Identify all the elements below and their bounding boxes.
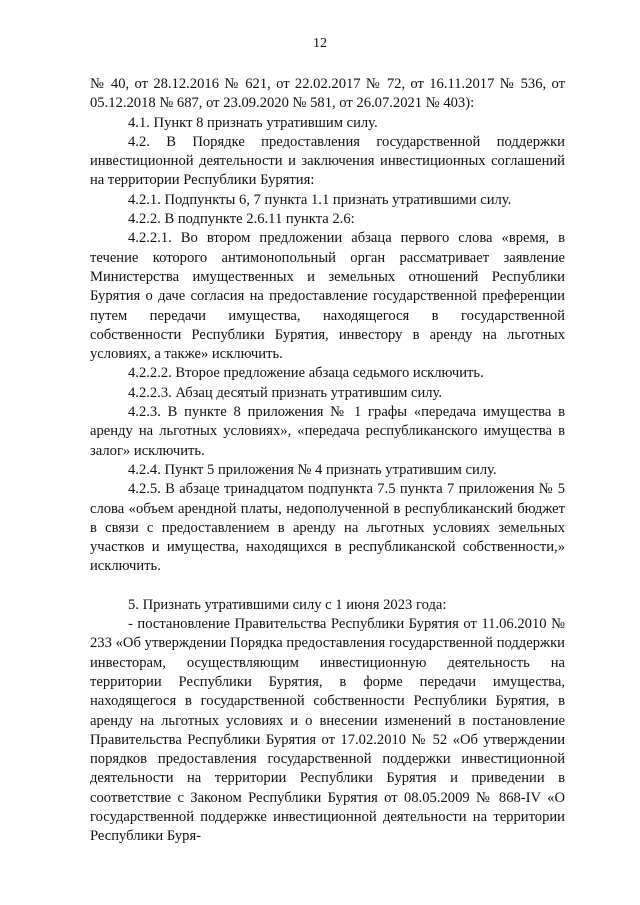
- paragraph-5-item-1: - постановление Правительства Республики Бурятия от 11.06.2010 № 233 «Об утверждении Порядка предоставления государственной поддержки инвесторам, осуществляющим инвестиционную деятельность на территории Республики Бурятия, в форме передачи имущества, находящегося в государственной собственности Республики Бурятия, в аренду на льготных условиях и о внесении изменений в постановление Правительства Республики Бурятия от 17.02.2010 № 52 «Об утверждении порядков предоставления государственной поддержки инвестиционной деятельности на территории Республики Бурятия и приведении в соответствие с Законом Республики Бурятия от 08.05.2009 № 868-IV «О государственной поддержке инвестиционной деятельности на территории Республики Буря-: [90, 616, 565, 845]
- page-number: 12: [313, 36, 327, 51]
- paragraph-4-2-3: 4.2.3. В пункте 8 приложения № 1 графы «передача имущества в аренду на льготных условиях», «передача республиканского имущества в залог» исключить.: [90, 404, 565, 459]
- paragraph-4-2-2-2: 4.2.2.2. Второе предложение абзаца седьмого исключить.: [128, 365, 484, 382]
- paragraph-4-2-2-1: 4.2.2.1. Во втором предложении абзаца первого слова «время, в течение которого антимонопольный орган рассматривает заявление Министерства имущественных и земельных отношений Республики Бурятия о даче согласия на предоставление государственной преференции путем передачи имущества, находящегося в государственной собственности Республики Бурятия, инвестору в аренду на льготных условиях, а также» исключить.: [90, 230, 565, 363]
- paragraph-4-2-2-3: 4.2.2.3. Абзац десятый признать утратившим силу.: [128, 384, 443, 401]
- paragraph-4-1: 4.1. Пункт 8 признать утратившим силу.: [128, 114, 378, 131]
- paragraph-5: 5. Признать утратившими силу с 1 июня 2023 года:: [128, 596, 447, 613]
- paragraph-4-2-4: 4.2.4. Пункт 5 приложения № 4 признать утратившим силу.: [128, 461, 497, 478]
- document-body: [90, 75, 565, 847]
- paragraph-4-2-2: 4.2.2. В подпункте 2.6.11 пункта 2.6:: [128, 211, 355, 228]
- paragraph-4-2-5: 4.2.5. В абзаце тринадцатом подпункта 7.5 пункта 7 приложения № 5 слова «объем арендной платы, недополученной в республиканский бюджет в связи с предоставлением в аренду на льготных условиях земельных участков и имущества, находящихся в республиканской собственности,» исключить.: [90, 481, 565, 575]
- paragraph-4-2: 4.2. В Порядке предоставления государственной поддержки инвестиционной деятельности и заключения инвестиционных соглашений на территории Республики Бурятия:: [90, 133, 565, 189]
- paragraph-continuation: № 40, от 28.12.2016 № 621, от 22.02.2017 № 72, от 16.11.2017 № 536, от 05.12.2018 № 687, от 23.09.2020 № 581, от 26.07.2021 № 403):: [90, 76, 565, 112]
- paragraph-4-2-1: 4.2.1. Подпункты 6, 7 пункта 1.1 признать утратившими силу.: [128, 191, 512, 208]
